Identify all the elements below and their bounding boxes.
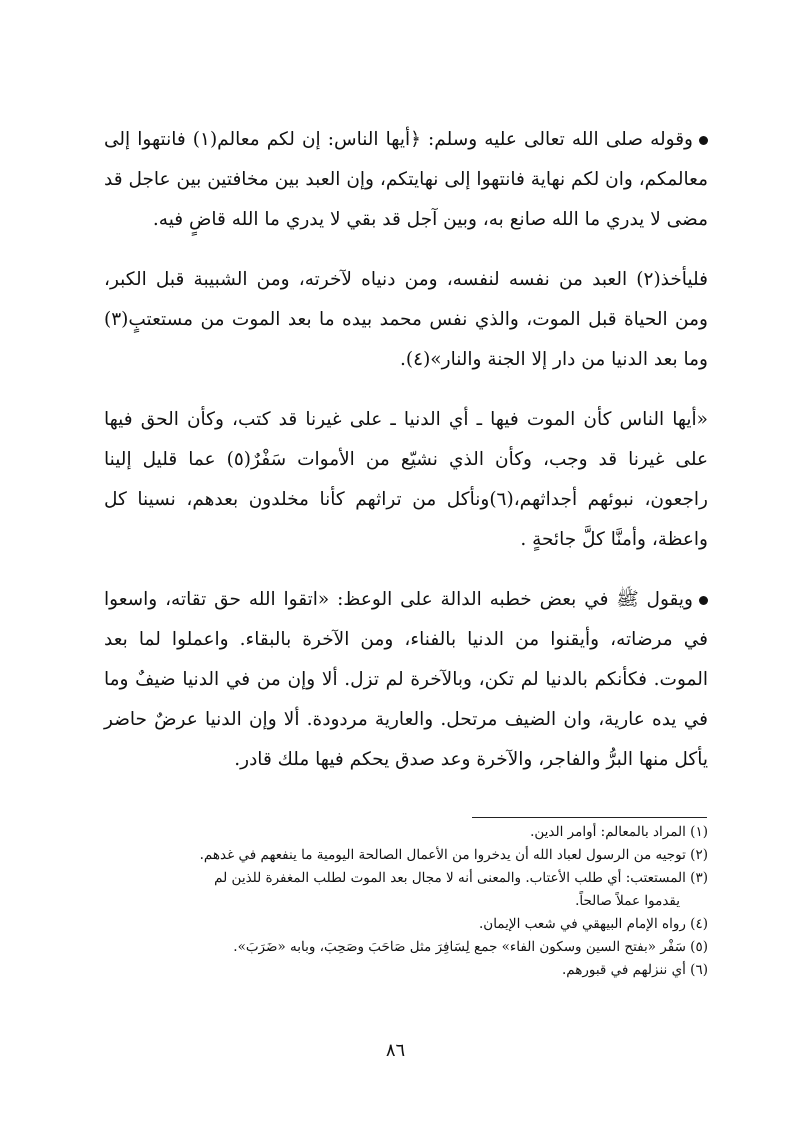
bullet-icon [699, 596, 708, 605]
paragraph-4 [104, 580, 708, 780]
paragraph-3 [104, 400, 708, 560]
footnotes [104, 822, 708, 983]
page-number: ٨٦ [385, 1040, 406, 1061]
footnote-2: (٢) توجيه من الرسول لعباد الله أن يدخروا من الأعمال الصالحة اليومية ما ينفعهم في غدهم. [199, 847, 708, 863]
footnote-3: (٣) المستعتب: أي طلب الأعتاب. والمعنى أنه لا مجال بعد الموت لطلب المغفرة للذين لم [214, 870, 708, 886]
footnote-5: (٥) سَفْر «بفتح السين وسكون الفاء» جمع لِسَافِرَ مثل صَاحَبَ وصَحِبَ، وبابه «ضَرَبَ». [233, 939, 708, 955]
footnote-divider [472, 817, 707, 818]
paragraph-2-text: فليأخذ(٢) العبد من نفسه لنفسه، ومن دنياه لآخرته، ومن الشبيبة قبل الكبر، ومن الحياة قبل الموت، والذي نفس محمد بيده ما بعد الموت من مستعتبٍ(٣) وما بعد الدنيا من دار إلا الجنة والنار»(٤). [104, 269, 708, 370]
footnote-3-continued: يقدموا عملاً صالحاً. [575, 893, 680, 909]
paragraph-1 [104, 120, 708, 240]
bullet-icon [699, 136, 708, 145]
footnote-4: (٤) رواه الإمام البيهقي في شعب الإيمان. [478, 916, 708, 932]
paragraph-4-text: ويقول ﷺ في بعض خطبه الدالة على الوعظ: «اتقوا الله حق تقاته، واسعوا في مرضاته، وأيقنوا من الدنيا بالفناء، ومن الآخرة بالبقاء. واعملوا لما بعد الموت. فكأنكم بالدنيا لم تكن، وبالآخرة لم تزل. ألا وإن من في الدنيا ضيفٌ وما في يده عارية، وان الضيف مرتحل. والعارية مردودة. ألا وإن الدنيا عرضٌ حاضر يأكل منها البرُّ والفاجر، والآخرة وعد صدق يحكم فيها ملك قادر. [104, 589, 708, 770]
main-text [104, 120, 708, 800]
paragraph-3-text: «أيها الناس كأن الموت فيها ـ أي الدنيا ـ على غيرنا قد كتب، وكأن الحق فيها على غيرنا قد وجب، وكأن الذي نشيّع من الأموات سَفْرٌ(٥) عما قليل إلينا راجعون، نبوئهم أجداثهم،(٦)ونأكل من تراثهم كأنا مخلدون بعدهم، نسينا كل واعظة، وأمنَّا كلَّ جائحةٍ . [104, 409, 708, 550]
paragraph-2 [104, 260, 708, 380]
footnote-6: (٦) أي ننزلهم في قبورهم. [561, 962, 708, 978]
paragraph-1-text: وقوله صلى الله تعالى عليه وسلم: ﴿أيها الناس: إن لكم معالم(١) فانتهوا إلى معالمكم، وان لكم نهاية فانتهوا إلى نهايتكم، وإن العبد بين مخافتين بين عاجل قد مضى لا يدري ما الله صانع به، وبين آجل قد بقي لا يدري ما الله قاضٍ فيه. [104, 129, 708, 230]
footnote-1: (١) المراد بالمعالم: أوامر الدين. [530, 824, 708, 840]
